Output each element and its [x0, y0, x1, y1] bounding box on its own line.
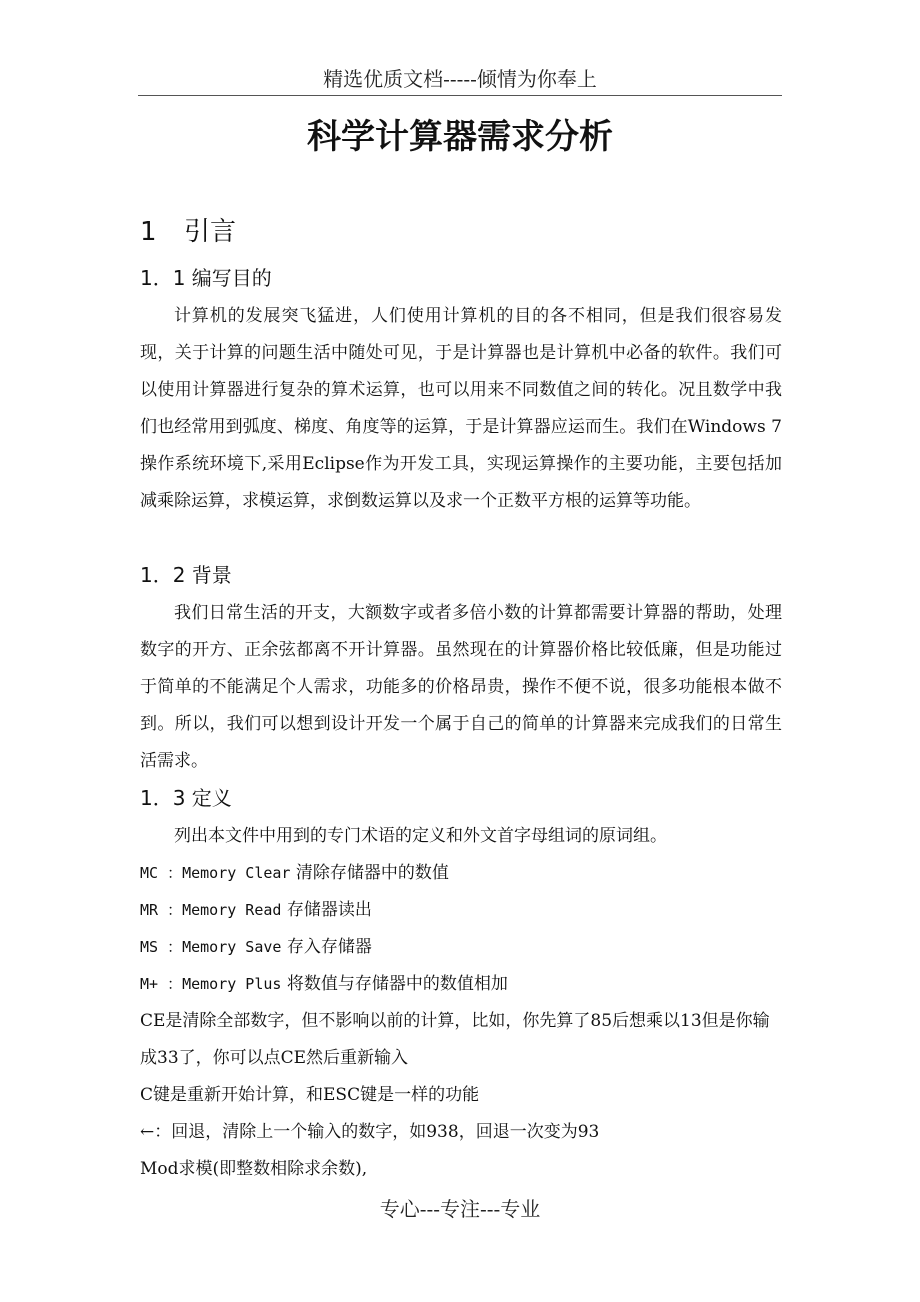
definition-ms-desc: 存入存储器 — [286, 937, 372, 957]
definition-mc-desc: 清除存储器中的数值 — [295, 863, 449, 883]
paragraph-background: 我们日常生活的开支，大额数字或者多倍小数的计算都需要计算器的帮助，处理数字的开方、正余弦都离不开计算器。虽然现在的计算器价格比较低廉，但是功能过于简单的不能满足个人需求，功能多的价格昂贵，操作不便不说，很多功能根本做不到。所以，我们可以想到设计开发一个属于自己的简单的计算器来完成我们的日常生活需求。 — [140, 603, 782, 771]
definition-mplus-term: M+ ：Memory Plus — [140, 975, 282, 993]
paragraph-purpose: 计算机的发展突飞猛进，人们使用计算机的目的各不相同，但是我们很容易发现，关于计算的问题生活中随处可见，于是计算器也是计算机中必备的软件。我们可以使用计算器进行复杂的算术运算，也可以用来不同数值之间的转化。况且数学中我们也经常用到弧度、梯度、角度等的运算，于是计算器应运而生。我们在Windows 7操作系统环境下,采用Eclipse作为开发工具，实现运算操作的主要功能，主要包括加减乘除运算，求模运算，求倒数运算以及求一个正数平方根的运算等功能。 — [140, 306, 782, 511]
section-title: 引言 — [184, 217, 237, 247]
definition-c: C键是重新开始计算，和ESC键是一样的功能 — [140, 1085, 480, 1105]
paragraph-definitions-intro: 列出本文件中用到的专门术语的定义和外文首字母组词的原词组。 — [174, 826, 667, 846]
document-title: 科学计算器需求分析 — [307, 117, 613, 157]
definition-mplus-desc: 将数值与存储器中的数值相加 — [286, 974, 508, 994]
section-number: 1 — [140, 217, 157, 247]
definition-mc-term: MC ：Memory Clear — [140, 864, 291, 882]
subsection-heading-purpose: 1．1 编写目的 — [140, 266, 272, 290]
subsection-heading-background: 1．2 背景 — [140, 563, 232, 587]
definition-mod: Mod求模(即整数相除求余数), — [140, 1159, 368, 1179]
section-heading-intro — [140, 214, 236, 250]
subsection-heading-definitions: 1．3 定义 — [140, 786, 232, 810]
definition-mr-term: MR ：Memory Read — [140, 901, 282, 919]
definition-mr — [140, 892, 782, 929]
definition-ce: CE是清除全部数字，但不影响以前的计算，比如，你先算了85后想乘以13但是你输成33了，你可以点CE然后重新输入 — [140, 1011, 770, 1068]
definition-ms-term: MS ：Memory Save — [140, 938, 282, 956]
definition-mplus — [140, 966, 782, 1003]
header-divider — [138, 95, 782, 96]
definition-ms — [140, 929, 782, 966]
definition-mr-desc: 存储器读出 — [286, 900, 372, 920]
definition-backspace: ←：回退，清除上一个输入的数字，如938，回退一次变为93 — [140, 1122, 600, 1142]
definition-mc — [140, 855, 782, 892]
page-header: 精选优质文档-----倾情为你奉上 — [323, 67, 597, 91]
page-footer: 专心---专注---专业 — [379, 1197, 541, 1221]
